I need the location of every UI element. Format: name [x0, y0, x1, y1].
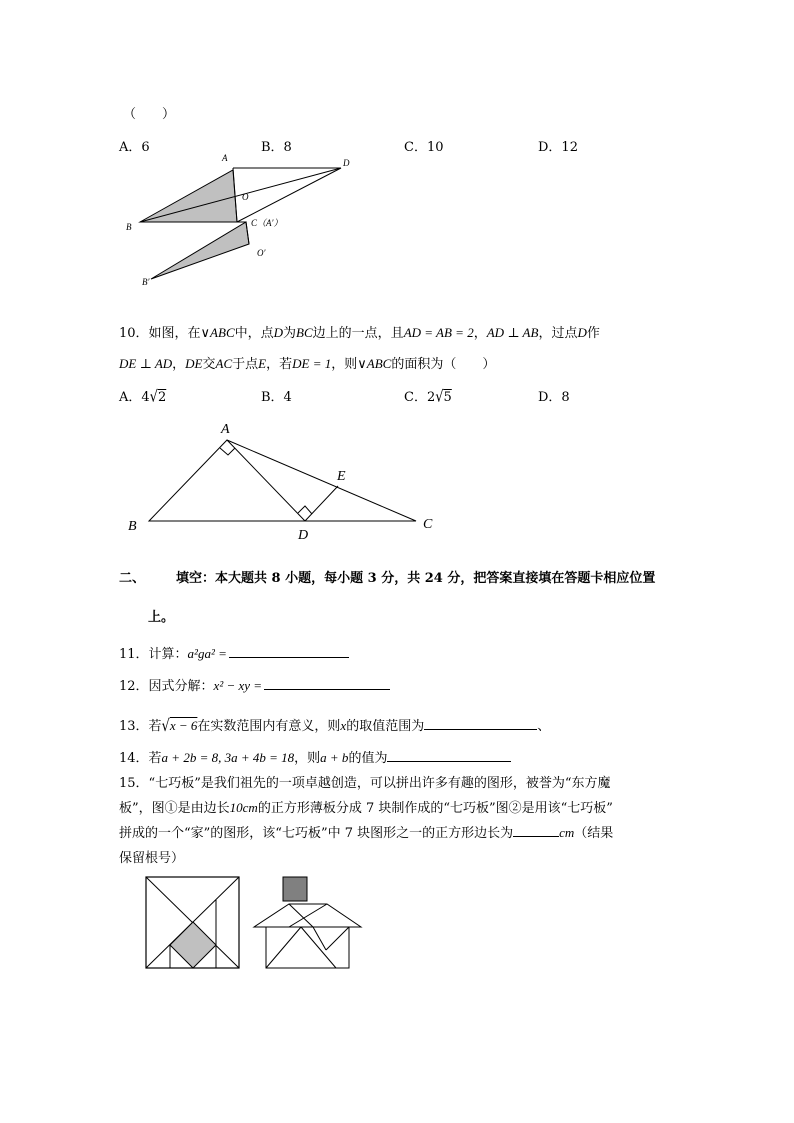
q10-option-a: A．4√2	[119, 388, 167, 407]
q9-label-b: B	[126, 222, 132, 232]
q13-answer-blank[interactable]	[424, 716, 537, 730]
q10-label-d: D	[298, 528, 309, 543]
q15-line4: 保留根号）	[119, 851, 185, 866]
q9-label-o: O	[242, 192, 249, 202]
q9-answer-paren: （ ）	[123, 107, 176, 122]
q9-option-d: D．12	[538, 140, 578, 155]
q9-label-a: A	[222, 153, 228, 163]
house-chimney-square	[283, 877, 307, 901]
q14: 14．若a + 2b = 8, 3a + 4b = 18，则a + b的值为	[119, 747, 511, 766]
q10-label-c: C	[423, 517, 433, 532]
q10-label-b: B	[128, 519, 137, 534]
q10-option-d: D．8	[538, 390, 570, 405]
q15-line2: 板”，图①是由边长10cm的正方形薄板分成 7 块制作成的“七巧板”图②是用该“七巧板”	[119, 800, 613, 816]
q9-label-b-prime: B′	[142, 277, 150, 287]
q9-option-c: C．10	[404, 140, 444, 155]
q9-label-c: C（A′）	[251, 218, 283, 228]
q11: 11．计算：a²ga² =	[119, 643, 349, 662]
q10-line2: DE ⊥ AD，DE交AC于点E，若DE = 1，则∨ABC的面积为（ ）	[119, 356, 496, 372]
q9-option-b: B．8	[261, 140, 292, 155]
q15-answer-blank[interactable]	[513, 823, 559, 837]
q13: 13．若√x − 6在实数范围内有意义，则x的取值范围为 、	[119, 717, 551, 736]
tangram-house-figure	[0, 0, 380, 980]
q9-label-o-prime: O′	[257, 248, 266, 258]
q10-label-e: E	[337, 469, 346, 484]
section-2-instructions-end: 上。	[148, 610, 175, 625]
q14-answer-blank[interactable]	[387, 748, 511, 762]
q12: 12．因式分解：x² − xy =	[119, 675, 390, 694]
q9-option-a: A．6	[119, 140, 150, 155]
q10-label-a: A	[221, 422, 230, 437]
q10-option-b: B．4	[261, 390, 292, 405]
q15-line1: 15．“七巧板”是我们祖先的一项卓越创造，可以拼出许多有趣的图形，被誉为“东方魔	[119, 776, 611, 791]
q10-option-c: C．2√5	[404, 388, 452, 407]
section-2-number: 二、	[119, 571, 146, 586]
section-2-instructions: 填空：本大题共 8 小题，每小题 3 分，共 24 分，把答案直接填在答题卡相应位置	[176, 571, 656, 586]
q9-label-d: D	[343, 158, 350, 168]
q10-line1: 10．如图，在∨ABC中，点D为BC边上的一点，且AD = AB = 2，AD ⊥ AB，过点D作	[119, 325, 600, 341]
q15-line3: 拼成的一个“家”的图形，该“七巧板”中 7 块图形之一的正方形边长为 cm（结果	[119, 825, 614, 841]
